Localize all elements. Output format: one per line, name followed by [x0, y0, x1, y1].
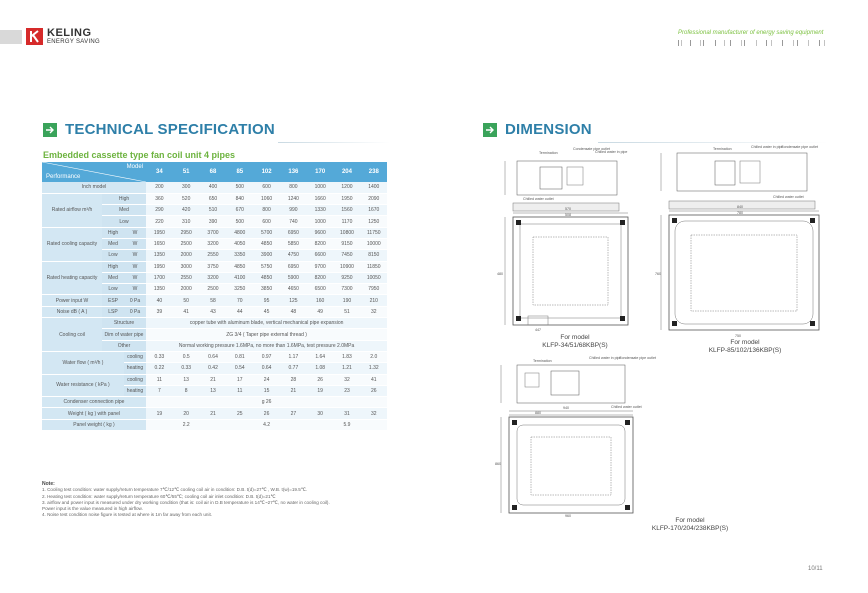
cell: 4850	[253, 238, 280, 249]
cell: 26	[360, 385, 387, 396]
tech-spec-heading	[43, 121, 275, 138]
condensate-label: Condensate pipe outlet	[619, 356, 656, 360]
cell: 3000	[173, 261, 200, 272]
level-label: Low	[102, 250, 124, 261]
cell: 50	[173, 295, 200, 306]
model-204: 204	[334, 162, 361, 182]
cell: 9150	[334, 238, 361, 249]
cell: 1.17	[280, 351, 307, 362]
cell: 2550	[173, 272, 200, 283]
caption-line: For model	[560, 334, 590, 341]
cell: 1000	[307, 182, 334, 193]
cell: 8200	[307, 272, 334, 283]
cell: 500	[226, 182, 253, 193]
caption-line: For model	[730, 339, 760, 346]
cell: 9600	[307, 227, 334, 238]
barcode-decoration	[678, 40, 828, 46]
cell: 3700	[200, 227, 227, 238]
cell: 8150	[360, 250, 387, 261]
dim-inner: 508	[565, 213, 571, 217]
row-label: Noise dB ( A )	[42, 306, 102, 317]
spec-table	[42, 162, 387, 431]
dim-inner: 880	[535, 411, 541, 415]
note-line: Power input is the value measured in high airflow.	[42, 506, 143, 512]
cell: 0.33	[173, 363, 200, 374]
cell: 1950	[334, 193, 361, 204]
cell: 390	[200, 216, 227, 227]
unit-label: W	[124, 261, 146, 272]
cell: 800	[253, 205, 280, 216]
cell: 28	[280, 374, 307, 385]
cell: 1950	[146, 261, 173, 272]
cell: 360	[146, 193, 173, 204]
caption-model: KLFP-170/204/238KBP(S)	[651, 525, 729, 532]
mode-label: cooling	[124, 351, 146, 362]
cell: 5900	[280, 272, 307, 283]
table-row-cooling-high	[42, 227, 387, 238]
model-header-label: Model	[126, 164, 143, 170]
cell: 990	[280, 205, 307, 216]
caption-model: KLFP-85/102/136KBP(S)	[708, 347, 782, 354]
cell: 2.0	[360, 351, 387, 362]
model-170: 170	[307, 162, 334, 182]
cell: 1000	[307, 216, 334, 227]
cell: 39	[146, 306, 173, 317]
cell: 4.2	[226, 419, 306, 430]
cell: 10800	[334, 227, 361, 238]
cell: 10000	[360, 238, 387, 249]
cell: 1170	[334, 216, 361, 227]
cell: 21	[200, 408, 227, 419]
pa-label: 0 Pa	[124, 306, 146, 317]
cell: 11750	[360, 227, 387, 238]
arrow-right-icon	[483, 123, 497, 137]
cell: 8	[173, 385, 200, 396]
dim-depth: 480	[497, 272, 503, 276]
cell: 6600	[307, 250, 334, 261]
dim-bottom: 447	[535, 328, 541, 332]
cell: 17	[226, 374, 253, 385]
cell: 600	[253, 182, 280, 193]
mode-label: heating	[124, 363, 146, 374]
performance-header-label: Performance	[46, 174, 81, 180]
esp-label: LSP	[102, 306, 124, 317]
cell: 6500	[307, 284, 334, 295]
row-group-label: Rated heating capacity	[42, 261, 102, 295]
chilled-in-label: Chilled water in pipe	[595, 150, 628, 154]
termination-label: Termination	[713, 147, 732, 151]
cell: 13	[173, 374, 200, 385]
cell: 1670	[360, 205, 387, 216]
caption-model: KLFP-34/51/68KBP(S)	[542, 342, 608, 349]
cell: 800	[280, 182, 307, 193]
title-underline	[278, 142, 390, 143]
level-label: Low	[102, 284, 124, 295]
dimension-drawing-2	[655, 145, 830, 340]
cell: 4850	[253, 272, 280, 283]
esp-label: ESP	[102, 295, 124, 306]
cell: 21	[200, 374, 227, 385]
mode-label: cooling	[124, 374, 146, 385]
cell: 0.81	[226, 351, 253, 362]
row-label: Weight ( kg ) with panel	[42, 408, 146, 419]
cell: 13	[200, 385, 227, 396]
row-label: Panel weight ( kg )	[42, 419, 146, 430]
cell: 41	[360, 374, 387, 385]
spec-subtitle: Embedded cassette type fan coil unit 4 pipes	[43, 150, 236, 160]
cell: 32	[360, 408, 387, 419]
table-row-heating-high	[42, 261, 387, 272]
cell: 210	[360, 295, 387, 306]
sub-label: Dim of water pipe	[102, 329, 146, 340]
cell: 5700	[253, 227, 280, 238]
cell: 40	[146, 295, 173, 306]
cell: 31	[334, 408, 361, 419]
cell: 2090	[360, 193, 387, 204]
dimension-drawing-1	[495, 145, 645, 335]
cell: 19	[146, 408, 173, 419]
performance-model-header	[42, 162, 146, 182]
cell: 520	[173, 193, 200, 204]
cell: 9250	[334, 272, 361, 283]
cell: 70	[226, 295, 253, 306]
cell: 2.2	[146, 419, 226, 430]
cell: 15	[253, 385, 280, 396]
cell: 10050	[360, 272, 387, 283]
cell: 3850	[253, 284, 280, 295]
cell: 0.42	[200, 363, 227, 374]
row-group-label: Water flow ( m³/h )	[42, 351, 124, 374]
row-label: Power input W	[42, 295, 102, 306]
cell: 1660	[307, 193, 334, 204]
cell: 160	[307, 295, 334, 306]
cell: 125	[280, 295, 307, 306]
cell: 4800	[226, 227, 253, 238]
cell: 20	[173, 408, 200, 419]
note-line: 4. Noise test condition noise figure is tested at where is 1m far away from each unit.	[42, 512, 213, 518]
cell: 7300	[334, 284, 361, 295]
unit-label: W	[124, 238, 146, 249]
cell: 3750	[200, 261, 227, 272]
cell: 30	[307, 408, 334, 419]
dim-inner: 780	[737, 211, 743, 215]
table-row-weight-panel	[42, 408, 387, 419]
cell: 0.64	[200, 351, 227, 362]
table-row-panel-weight	[42, 419, 387, 430]
cell: 1.64	[307, 351, 334, 362]
notes-block	[42, 481, 392, 519]
cell: 4100	[226, 272, 253, 283]
cell: 1060	[253, 193, 280, 204]
cell: 48	[280, 306, 307, 317]
arrow-right-icon	[43, 123, 57, 137]
chilled-out-label: Chilled water outlet	[773, 195, 804, 199]
chilled-in-label: Chilled water in pipe	[589, 356, 622, 360]
cell: 27	[280, 408, 307, 419]
drawing-2-caption	[675, 339, 815, 355]
dim-bottom: 960	[565, 514, 571, 518]
cell: 7	[146, 385, 173, 396]
level-label: High	[102, 193, 146, 204]
cell: 23	[334, 385, 361, 396]
cell: 200	[146, 182, 173, 193]
cell: 8200	[307, 238, 334, 249]
cell: 840	[226, 193, 253, 204]
table-row-resistance-cooling	[42, 374, 387, 385]
cell: 21	[280, 385, 307, 396]
brand-name: KELING	[47, 27, 92, 39]
cell: 420	[173, 205, 200, 216]
condensate-label: Condensate pipe outlet	[781, 145, 818, 149]
cell: 500	[226, 216, 253, 227]
cell: 0.5	[173, 351, 200, 362]
cell: 11850	[360, 261, 387, 272]
table-row-condenser	[42, 397, 387, 408]
cell: 6950	[280, 261, 307, 272]
level-label: Med	[102, 205, 146, 216]
cell: 26	[253, 408, 280, 419]
cell: 95	[253, 295, 280, 306]
cell: 1560	[334, 205, 361, 216]
cell: 25	[226, 408, 253, 419]
dim-width: 570	[565, 207, 571, 211]
cell: 44	[226, 306, 253, 317]
cell: 2500	[173, 238, 200, 249]
dim-depth: 760	[655, 272, 661, 276]
cell: 7950	[360, 284, 387, 295]
cell: 45	[253, 306, 280, 317]
cell: 1240	[280, 193, 307, 204]
cell: 3250	[226, 284, 253, 295]
cell: 2500	[200, 284, 227, 295]
cell: 3900	[253, 250, 280, 261]
model-238: 238	[360, 162, 387, 182]
mode-label: heating	[124, 385, 146, 396]
cell: 740	[280, 216, 307, 227]
cell: 1350	[146, 250, 173, 261]
table-row-inch-model	[42, 182, 387, 193]
cell: 58	[200, 295, 227, 306]
cell: 290	[146, 205, 173, 216]
cell: 1700	[146, 272, 173, 283]
unit-label: W	[124, 284, 146, 295]
tech-spec-title: TECHNICAL SPECIFICATION	[65, 121, 275, 138]
level-label: Low	[102, 216, 146, 227]
keling-logo-icon	[26, 28, 43, 45]
level-label: High	[102, 227, 124, 238]
caption-line: For model	[675, 517, 705, 524]
termination-label: Termination	[539, 151, 558, 155]
chilled-in-label: Chilled water in pipe	[751, 145, 784, 149]
condensate-label: Condensate pipe outlet	[573, 147, 610, 151]
cell: 7450	[334, 250, 361, 261]
row-group-label: Water resistance ( kPa )	[42, 374, 124, 397]
cell: 0.33	[146, 351, 173, 362]
dimension-heading	[483, 121, 592, 138]
cell: 220	[146, 216, 173, 227]
table-row-noise	[42, 306, 387, 317]
row-group-label: Rated cooling capacity	[42, 227, 102, 261]
cell: 1250	[360, 216, 387, 227]
dim-width: 940	[563, 406, 569, 410]
cell: 2550	[200, 250, 227, 261]
cell: 32	[334, 374, 361, 385]
pa-label: 0 Pa	[124, 295, 146, 306]
row-group-label: Cooling coil	[42, 318, 102, 352]
note-line: 2. Heating test condition: water supply/return temperature 60℃/55℃; cooling coil air inlet condition: D.B. t(d)=21℃	[42, 493, 276, 499]
coil-other-value: Normal working pressure 1.6MPa, no more than 1.6MPa, test pressure 2.0MPa	[146, 340, 387, 351]
dim-width: 840	[737, 205, 743, 209]
cell: 0.64	[253, 363, 280, 374]
cell: 1.21	[334, 363, 361, 374]
slogan: Professional manufacturer of energy saving equipment	[678, 30, 824, 36]
table-row-waterflow-cooling	[42, 351, 387, 362]
cell: 1.08	[307, 363, 334, 374]
cell: 400	[200, 182, 227, 193]
cell: 650	[200, 193, 227, 204]
cell: 5750	[253, 261, 280, 272]
row-group-label: Rated airflow m³/h	[42, 193, 102, 227]
model-102: 102	[253, 162, 280, 182]
cell: 3200	[200, 272, 227, 283]
note-line: 1. Cooling test condition: water supply/return temperature 7℃/12℃ cooling coil air in condition: D.B. t(d)=27℃ , W.B. t(w)=19.5℃.	[42, 487, 308, 493]
cell: 26	[307, 374, 334, 385]
termination-label: Termination	[533, 359, 552, 363]
cell: 9700	[307, 261, 334, 272]
cell: 1650	[146, 238, 173, 249]
model-34: 34	[146, 162, 173, 182]
page-number: 10/11	[808, 566, 823, 572]
header-grey-tab	[0, 30, 22, 44]
unit-label: W	[124, 250, 146, 261]
table-row-coil-structure	[42, 318, 387, 329]
cell: 49	[307, 306, 334, 317]
cell: 310	[173, 216, 200, 227]
sub-label: Structure	[102, 318, 146, 329]
model-136: 136	[280, 162, 307, 182]
model-51: 51	[173, 162, 200, 182]
cell: 41	[173, 306, 200, 317]
table-header-row	[42, 162, 387, 182]
row-label: Inch model	[42, 182, 146, 193]
dim-bottom: 750	[735, 334, 741, 338]
cell: 5850	[280, 238, 307, 249]
cell: 10900	[334, 261, 361, 272]
cell: 1400	[360, 182, 387, 193]
cell: 4850	[226, 261, 253, 272]
dimension-drawing-3	[495, 353, 656, 518]
cell: 1330	[307, 205, 334, 216]
brand-subtitle: ENERGY SAVING	[47, 39, 101, 45]
title-underline	[598, 142, 828, 143]
drawing-3-caption	[630, 517, 750, 533]
level-label: Med	[102, 238, 124, 249]
cell: 510	[200, 205, 227, 216]
cell: 1200	[334, 182, 361, 193]
cell: 6950	[280, 227, 307, 238]
dim-depth: 860	[495, 462, 501, 466]
model-85: 85	[226, 162, 253, 182]
dimension-title: DIMENSION	[505, 121, 592, 138]
cell: 24	[253, 374, 280, 385]
cell: 190	[334, 295, 361, 306]
level-label: High	[102, 261, 124, 272]
cell: 2000	[173, 284, 200, 295]
cell: 300	[173, 182, 200, 193]
cell: 11	[146, 374, 173, 385]
cell: 1.32	[360, 363, 387, 374]
brand-logo	[26, 28, 100, 45]
table-row-airflow-high	[42, 193, 387, 204]
cell: 0.97	[253, 351, 280, 362]
chilled-out-label: Chilled water outlet	[523, 197, 554, 201]
row-label: Condenser connection pipe	[42, 397, 146, 408]
cell: 670	[226, 205, 253, 216]
cell: 19	[307, 385, 334, 396]
cell: 2000	[173, 250, 200, 261]
sub-label: Other	[102, 340, 146, 351]
cell: 51	[334, 306, 361, 317]
table-row-power-input	[42, 295, 387, 306]
cell: 4750	[280, 250, 307, 261]
cell: 1350	[146, 284, 173, 295]
cell: 11	[226, 385, 253, 396]
cell: 3200	[200, 238, 227, 249]
cell: 32	[360, 306, 387, 317]
drawing-1-caption	[505, 334, 645, 350]
model-68: 68	[200, 162, 227, 182]
coil-pipe-value: ZG 3/4 ( Taper pipe external thread )	[146, 329, 387, 340]
cell: 4650	[280, 284, 307, 295]
unit-label: W	[124, 227, 146, 238]
cell: 5.9	[307, 419, 387, 430]
cell: 1950	[146, 227, 173, 238]
cell: 1.83	[334, 351, 361, 362]
coil-structure-value: copper tube with aluminum blade, vertical mechanical pipe expansion	[146, 318, 387, 329]
cell: 0.54	[226, 363, 253, 374]
unit-label: W	[124, 272, 146, 283]
note-line: 3. airflow and power input is measured under dry working condition (that is: coil air in D.B temperature is 14℃~27℃, no water in cooling coil).	[42, 499, 330, 505]
cell: 600	[253, 216, 280, 227]
cell: 3350	[226, 250, 253, 261]
cell: 4050	[226, 238, 253, 249]
condenser-value: ɡ 26	[146, 397, 387, 408]
cell: 0.77	[280, 363, 307, 374]
cell: 2950	[173, 227, 200, 238]
cell: 0.22	[146, 363, 173, 374]
chilled-out-label: Chilled water outlet	[611, 405, 642, 409]
cell: 43	[200, 306, 227, 317]
notes-title: Note:	[42, 481, 55, 487]
level-label: Med	[102, 272, 124, 283]
